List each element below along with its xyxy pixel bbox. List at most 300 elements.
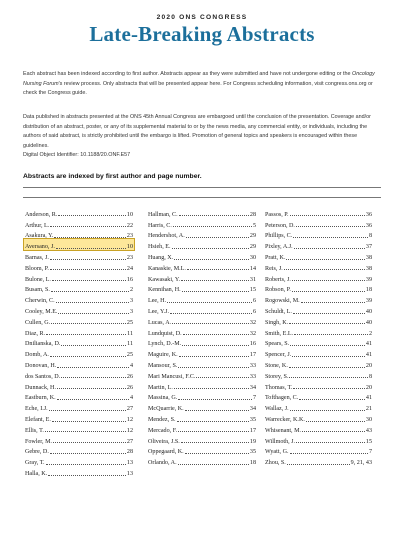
dot-leader [301,302,365,303]
author-name: Maguire, K. [148,352,178,359]
index-entry [24,369,134,380]
index-entry [264,315,373,326]
index-entry [147,391,257,402]
index-column-3 [264,207,373,466]
author-name: Spears, S. [265,341,290,348]
index-entry [147,272,257,283]
author-name: Anderson, R. [25,211,58,218]
author-name: Busam, S. [25,287,50,294]
page-number: 23 [126,254,133,261]
page-number: 34 [249,384,256,391]
dot-leader [52,421,126,422]
dot-leader [286,259,364,260]
page-number: 21 [365,406,372,413]
index-entry [147,261,257,272]
page-number: 29 [249,244,256,251]
author-name: Donovan, H. [25,362,57,369]
author-name: Domb, A. [25,352,49,359]
index-entry [147,283,257,294]
page-number: 33 [249,362,256,369]
index-heading: Abstracts are indexed by first author and page number. [23,173,202,180]
dot-leader [174,388,249,389]
page-number: 36 [365,211,372,218]
dot-leader [57,388,126,389]
dot-leader [290,410,365,411]
index-entry [24,304,134,315]
page-number: 38 [365,265,372,272]
dot-leader [50,259,126,260]
page-number: 30 [365,416,372,423]
dot-leader [50,453,126,454]
author-name: Lee, Y.J. [148,308,169,315]
author-name: Mari Mancusi, F.C. [148,373,196,380]
dot-leader [46,464,126,465]
index-entry [264,304,373,315]
author-name: Cherwin, C. [25,298,55,305]
page-number: 43 [365,427,372,434]
intro-paragraph [23,70,383,99]
page-number: 8 [368,233,372,240]
index-entry [147,229,257,240]
dot-leader [292,291,365,292]
index-entry [147,423,257,434]
dot-leader [52,280,126,281]
page-number: 29 [249,233,256,240]
author-name: Elefant, E. [25,416,51,423]
page-number: 7 [252,395,256,402]
dot-leader [185,410,249,411]
author-name: Huang, X. [148,254,174,261]
dot-leader [179,215,249,216]
page-number: 26 [126,373,133,380]
index-entry [147,358,257,369]
page-number: 10 [126,211,133,218]
index-entry [264,283,373,294]
author-name: Ellis, T. [25,427,44,434]
index-entry [147,369,257,380]
page-number: 16 [126,276,133,283]
dot-leader [61,377,126,378]
dot-leader [196,377,248,378]
dot-leader [46,334,126,335]
page-number: 40 [365,308,372,315]
dot-leader [51,291,129,292]
index-entry [264,207,373,218]
dot-leader [183,334,249,335]
author-name: Fowler, M. [25,438,53,445]
author-name: Aversano, J. [25,244,55,251]
author-name: Tofthagen, C. [265,395,299,402]
page-number: 18 [365,287,372,294]
author-name: Dunnack, H. [25,384,56,391]
page-number: 15 [365,438,372,445]
index-entry [147,401,257,412]
author-name: McQuarrie, K. [148,406,184,413]
index-entry [264,380,373,391]
dot-leader [167,302,252,303]
author-name: Harris, C. [148,222,172,229]
dot-leader [58,215,126,216]
author-name: Mercado, F. [148,427,178,434]
dot-leader [290,345,365,346]
author-name: Wallaz, J. [265,406,289,413]
index-entry [264,272,373,283]
page-number: 41 [365,395,372,402]
dot-leader [172,323,249,324]
page-number: 23 [126,233,133,240]
dot-leader [292,280,365,281]
index-entry [147,412,257,423]
author-name: Dnilianska, D. [25,341,61,348]
author-name: Lee, H. [148,298,167,305]
author-name: Passos, P. [265,211,289,218]
dot-leader [178,367,249,368]
page-number: 17 [249,352,256,359]
index-entry [264,337,373,348]
author-name: Lynch, D.-M. [148,341,182,348]
author-name: Kennihan, H. [148,287,181,294]
dot-leader [178,399,252,400]
author-name: Wyatt, G. [265,449,289,456]
embargo-paragraph [23,113,383,151]
dot-leader [50,356,126,357]
index-entry-highlighted [24,239,134,250]
author-name: Mendez, S. [148,416,176,423]
embargo-text: Data published in abstracts presented at the ONS 45th Annual Congress are embargoed until the conclusion of the presentation. Coverage and/or distribution of an abstract, poster, or any of its supplemental material to or by the news media, any commercial entity, or individuals, including the authors of said abstract, is strictly prohibited until the embargo is lifted. Promotion of general topics and speakers is encouraged within these guidelines. [23,114,371,149]
page-number: 27 [126,406,133,413]
dot-leader [290,215,365,216]
author-name: Gray, T. [25,460,45,467]
author-name: Oliveira, J.S. [148,438,180,445]
index-entry [24,261,134,272]
page-number: 35 [249,416,256,423]
dot-leader [179,356,249,357]
page-number: 39 [365,276,372,283]
author-name: Thomas, T. [265,384,293,391]
page-number: 30 [249,254,256,261]
author-name: Massina, G. [148,395,178,402]
dot-leader [50,269,126,270]
index-column-1 [24,207,134,477]
page-number: 4 [129,395,133,402]
dot-leader [289,323,365,324]
dot-leader [287,464,350,465]
author-name: Hsieh, E. [148,244,171,251]
author-name: Arthur, L. [25,222,50,229]
page-number: 35 [249,449,256,456]
dot-leader [296,442,365,443]
page-number: 7 [368,449,372,456]
author-name: Stone, K. [265,362,288,369]
author-name: Lundquist, D. [148,330,182,337]
index-entry [264,391,373,402]
page-number: 13 [126,460,133,467]
page-number: 25 [126,352,133,359]
index-entry [264,347,373,358]
dot-leader [51,323,126,324]
page-number: 20 [365,362,372,369]
author-name: Storey, S. [265,373,289,380]
index-entry [264,261,373,272]
author-name: Whisenant, M. [265,427,302,434]
page-number: 41 [365,341,372,348]
page-number: 38 [365,254,372,261]
conference-label: 2020 ONS CONGRESS [156,14,248,21]
author-name: Diaz, R. [25,330,46,337]
author-name: Pixley, A.J. [265,244,293,251]
author-name: Halla, K. [25,470,48,477]
page-number: 22 [126,222,133,229]
index-entry [24,412,134,423]
dot-leader [178,431,249,432]
page-number: 26 [126,384,133,391]
dot-leader [50,226,126,227]
author-name: Gebre, D. [25,449,49,456]
index-entry [24,315,134,326]
index-entry [24,272,134,283]
page-number: 3 [129,298,133,305]
index-entry [147,207,257,218]
page-number: 25 [126,319,133,326]
dot-leader [170,313,252,314]
page-number: 17 [249,427,256,434]
page-number: 16 [249,341,256,348]
dot-leader [187,269,249,270]
index-entry [24,358,134,369]
author-name: Bloom, P. [25,265,49,272]
dot-leader [293,237,368,238]
page-number: 31 [249,276,256,283]
author-name: Eastburn, K. [25,395,56,402]
page-number: 2 [368,330,372,337]
author-name: Asakura, Y. [25,233,54,240]
index-entry [264,412,373,423]
divider-top [23,187,381,188]
dot-leader [294,248,365,249]
page-number: 14 [249,265,256,272]
page-number: 24 [126,265,133,272]
index-entry [147,218,257,229]
index-entry [264,445,373,456]
index-entry [264,434,373,445]
page-number: 11 [127,341,133,348]
doi-line [23,151,383,161]
dot-leader [178,464,249,465]
author-name: Hallman, C. [148,211,178,218]
index-entry [147,445,257,456]
index-entry [24,347,134,358]
intro-text-a: Each abstract has been indexed according to first author. Abstracts appear as they were submitted and have not undergone editing or the [23,71,353,77]
dot-leader [57,399,129,400]
author-name: dos Santos, D. [25,373,61,380]
index-entry [147,239,257,250]
index-entry [24,380,134,391]
page-number: 8 [368,373,372,380]
dot-leader [58,313,129,314]
page-number: 18 [249,460,256,467]
index-entry [264,401,373,412]
author-name: Robson, P. [265,287,291,294]
index-column-2 [147,207,257,466]
divider-bottom [23,197,381,198]
author-name: Schuldt, L. [265,308,292,315]
page-number: 11 [127,330,133,337]
dot-leader [56,302,129,303]
index-entry [24,326,134,337]
author-name: Oppegaard, K. [148,449,184,456]
page-number: 32 [249,330,256,337]
index-entry [264,326,373,337]
dot-leader [177,421,249,422]
index-entry [264,218,373,229]
dot-leader [185,453,249,454]
dot-leader [186,237,249,238]
author-name: Spencer, J. [265,352,292,359]
index-entry [147,380,257,391]
index-entry [264,358,373,369]
dot-leader [292,356,365,357]
page-title: Late-Breaking Abstracts [89,22,315,46]
dot-leader [296,226,365,227]
author-name: Roberts, J. [265,276,291,283]
author-name: Hendershot, A. [148,233,185,240]
index-entry [24,283,134,294]
dot-leader [49,410,126,411]
author-name: Cooley, M.E. [25,308,58,315]
author-name: Kawasaki, Y. [148,276,180,283]
index-entry [24,207,134,218]
index-entry [24,434,134,445]
index-entry [147,337,257,348]
doi-text: Digital Object Identifier: 10.1188/20.ONF.E57 [23,152,131,158]
author-name: Orlando, A. [148,460,177,467]
dot-leader [302,431,365,432]
page-number: 33 [249,373,256,380]
page-number: 20 [365,384,372,391]
index-entry [24,401,134,412]
index-entry [147,250,257,261]
dot-leader [54,237,126,238]
dot-leader [45,431,126,432]
page-number: 4 [129,362,133,369]
dot-leader [293,313,365,314]
index-entry [264,293,373,304]
author-name: Pratt, K. [265,254,286,261]
index-entry [147,326,257,337]
index-entry [264,239,373,250]
author-name: Martin, L. [148,384,173,391]
index-entry [264,455,373,466]
author-name: Kanaskie, M.L. [148,265,186,272]
author-name: Phillips, C. [265,233,293,240]
index-entry [24,250,134,261]
author-name: Barnas, J. [25,254,49,261]
page-number: 9, 21, 43 [350,460,372,467]
page-number: 32 [249,319,256,326]
index-entry [264,369,373,380]
index-entry [24,466,134,477]
page-number: 36 [365,222,372,229]
index-entry [147,293,257,304]
dot-leader [174,259,249,260]
page-number: 3 [129,308,133,315]
page-number: 37 [365,244,372,251]
author-name: Eche, I.J. [25,406,48,413]
index-entry [24,229,134,240]
page-number: 34 [249,406,256,413]
author-name: Willmoth, J. [265,438,296,445]
dot-leader [182,345,249,346]
dot-leader [293,388,365,389]
dot-leader [53,442,126,443]
page-number: 6 [252,308,256,315]
dot-leader [172,248,249,249]
index-entry [147,315,257,326]
index-entry [264,229,373,240]
page-number: 12 [126,427,133,434]
index-entry [147,455,257,466]
page-number: 12 [126,416,133,423]
index-entry [24,445,134,456]
page-number: 5 [252,222,256,229]
author-name: Smith, E.L. [265,330,294,337]
dot-leader [182,291,249,292]
author-name: Cullen, G. [25,319,51,326]
author-name: Lucas, A. [148,319,172,326]
index-entry [24,455,134,466]
author-name: Zhou, S. [265,460,286,467]
page-number: 19 [249,438,256,445]
index-entry [24,293,134,304]
index-entry [24,391,134,402]
page-number: 15 [249,287,256,294]
index-entry [147,434,257,445]
dot-leader [284,269,365,270]
page-number: 10 [126,244,133,251]
author-name: Bulone, L. [25,276,51,283]
dot-leader [181,280,249,281]
dot-leader [56,248,126,249]
author-name: Singh, K. [265,319,289,326]
page-number: 28 [249,211,256,218]
page-number: 40 [365,319,372,326]
author-name: Warrecker, K.K. [265,416,305,423]
index-entry [264,250,373,261]
dot-leader [299,399,365,400]
page-number: 13 [126,470,133,477]
index-entry [147,304,257,315]
dot-leader [306,421,365,422]
index-entry [147,347,257,358]
dot-leader [57,367,129,368]
author-name: Reis, J. [265,265,283,272]
dot-leader [294,334,368,335]
dot-leader [48,475,126,476]
page-number: 6 [252,298,256,305]
index-entry [24,218,134,229]
index-entry [24,337,134,348]
page-number: 28 [126,449,133,456]
page-number: 39 [365,298,372,305]
index-entry [264,423,373,434]
index-entry [24,423,134,434]
author-name: Rogowski, M. [265,298,300,305]
dot-leader [290,453,368,454]
dot-leader [289,377,367,378]
intro-text-b: 's review process. Only abstracts that will be presented appear here. For Congress scheduling information, visit congress.ons.org or check the Congress guide. [23,80,373,97]
dot-leader [61,345,126,346]
author-name: Mansour, S. [148,362,178,369]
